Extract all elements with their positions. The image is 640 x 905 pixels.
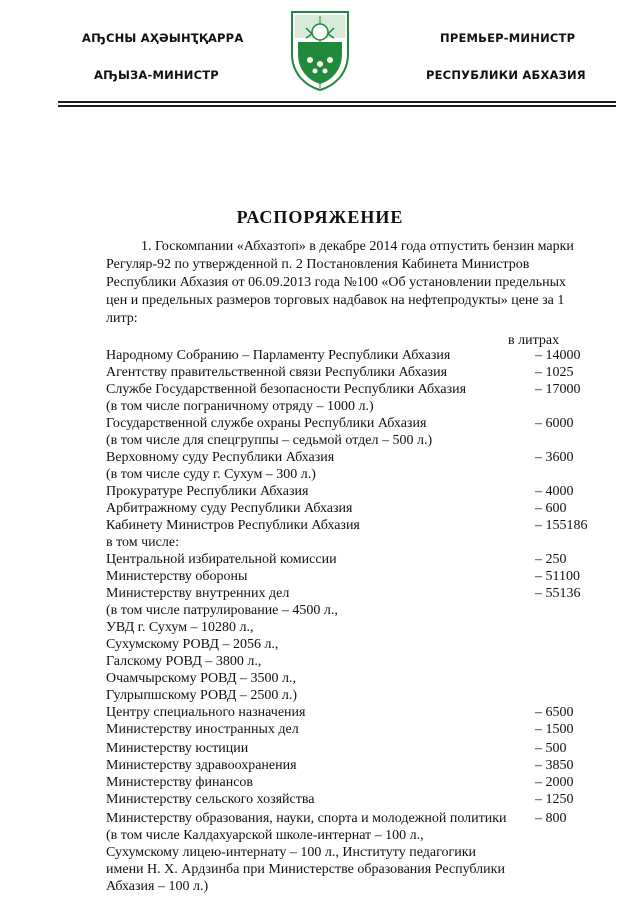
allocation-amount: – 250 — [535, 552, 567, 567]
allocation-row — [106, 827, 606, 844]
allocation-recipient: Министерству здравоохранения — [106, 758, 297, 773]
allocation-recipient: Министерству сельского хозяйства — [106, 792, 315, 807]
allocation-recipient: (в том числе для спецгруппы – седьмой отдел – 500 л.) — [106, 433, 433, 448]
allocation-amount: – 1250 — [535, 792, 574, 807]
allocation-recipient: Очамчырскому РОВД – 3500 л., — [106, 671, 296, 686]
allocation-recipient: Министерству иностранных дел — [106, 722, 299, 737]
allocation-row — [106, 381, 606, 398]
allocation-row — [106, 740, 606, 757]
allocation-row — [106, 704, 606, 721]
paragraph-line: Регуляр-92 по утвержденной п. 2 Постановления Кабинета Министров — [106, 257, 530, 272]
allocation-recipient: Прокуратуре Республики Абхазия — [106, 484, 309, 499]
allocation-amount: – 2000 — [535, 775, 574, 790]
allocation-row — [106, 517, 606, 534]
allocation-row — [106, 432, 606, 449]
allocation-recipient: Арбитражному суду Республики Абхазия — [106, 501, 353, 516]
allocation-row — [106, 449, 606, 466]
header-left-line1: АҦСНЫ АҲӘЫНҬҚАРРА — [82, 31, 244, 45]
allocation-recipient: Кабинету Министров Республики Абхазия — [106, 518, 360, 533]
allocation-amount: – 4000 — [535, 484, 574, 499]
allocation-row — [106, 534, 606, 551]
allocation-row — [106, 398, 606, 415]
allocation-recipient: имени Н. Х. Ардзинба при Министерстве образования Республики — [106, 862, 505, 877]
allocation-row — [106, 466, 606, 483]
allocation-recipient: Центру специального назначения — [106, 705, 306, 720]
allocation-amount: – 51100 — [535, 569, 580, 584]
allocation-recipient: (в том числе Калдахуарской школе-интернат – 100 л., — [106, 828, 424, 843]
allocation-row — [106, 774, 606, 791]
allocation-row — [106, 810, 606, 827]
allocation-recipient: (в том числе суду г. Сухум – 300 л.) — [106, 467, 316, 482]
header-left-line2: АҦЫЗА-МИНИСТР — [94, 68, 219, 82]
allocation-recipient: Галскому РОВД – 3800 л., — [106, 654, 262, 669]
allocation-amount: – 17000 — [535, 382, 581, 397]
allocation-row — [106, 670, 606, 687]
allocation-list — [106, 347, 606, 895]
allocation-amount: – 600 — [535, 501, 567, 516]
allocation-recipient: Сухумскому лицею-интернату – 100 л., Институту педагогики — [106, 845, 476, 860]
allocation-recipient: Министерству юстиции — [106, 741, 249, 756]
allocation-row — [106, 687, 606, 704]
allocation-amount: – 6500 — [535, 705, 574, 720]
allocation-recipient: Гулрыпшскому РОВД – 2500 л.) — [106, 688, 298, 703]
allocation-row — [106, 585, 606, 602]
allocation-row — [106, 500, 606, 517]
allocation-amount: – 3600 — [535, 450, 574, 465]
header-rule-top — [58, 101, 616, 103]
allocation-amount: – 500 — [535, 741, 567, 756]
allocation-row — [106, 619, 606, 636]
intro-paragraph — [106, 238, 604, 328]
allocation-recipient: Министерству обороны — [106, 569, 248, 584]
allocation-amount: – 155186 — [535, 518, 588, 533]
allocation-recipient: Центральной избирательной комиссии — [106, 552, 337, 567]
allocation-row — [106, 602, 606, 619]
allocation-amount: – 1500 — [535, 722, 574, 737]
allocation-recipient: Сухумскому РОВД – 2056 л., — [106, 637, 279, 652]
allocation-recipient: Агентству правительственной связи Республики Абхазия — [106, 365, 448, 380]
allocation-row — [106, 347, 606, 364]
allocation-amount: – 800 — [535, 811, 567, 826]
document-title: РАСПОРЯЖЕНИЕ — [236, 207, 404, 227]
allocation-row — [106, 721, 606, 738]
allocation-row — [106, 861, 606, 878]
paragraph-line: 1. Госкомпании «Абхазтоп» в декабре 2014 года отпустить бензин марки — [141, 239, 574, 254]
allocation-row — [106, 757, 606, 774]
header-rule-bottom — [58, 105, 616, 107]
allocation-recipient: Министерству внутренних дел — [106, 586, 290, 601]
unit-label: в литрах — [508, 333, 560, 348]
paragraph-line: цен и предельных размеров торговых надбавок на нефтепродукты» цене за 1 — [106, 293, 565, 308]
allocation-amount: – 14000 — [535, 348, 581, 363]
allocation-recipient: Верховному суду Республики Абхазия — [106, 450, 335, 465]
allocation-amount: – 1025 — [535, 365, 574, 380]
allocation-recipient: Народному Собранию – Парламенту Республики Абхазия — [106, 348, 451, 363]
allocation-recipient: (в том числе пограничному отряду – 1000 л.) — [106, 399, 374, 414]
allocation-row — [106, 483, 606, 500]
allocation-row — [106, 551, 606, 568]
allocation-amount: – 6000 — [535, 416, 574, 431]
allocation-amount: – 3850 — [535, 758, 574, 773]
coat-of-arms-icon — [288, 8, 352, 92]
allocation-recipient: Абхазия – 100 л.) — [106, 879, 209, 894]
allocation-recipient: в том числе: — [106, 535, 179, 550]
allocation-row — [106, 636, 606, 653]
allocation-row — [106, 653, 606, 670]
paragraph-line: литр: — [106, 311, 138, 326]
allocation-recipient: УВД г. Сухум – 10280 л., — [106, 620, 254, 635]
allocation-row — [106, 844, 606, 861]
allocation-amount: – 55136 — [535, 586, 581, 601]
header-right-line1: ПРЕМЬЕР-МИНИСТР — [440, 31, 576, 45]
paragraph-line: Республики Абхазия от 06.09.2013 года №100 «Об установлении предельных — [106, 275, 567, 290]
allocation-row — [106, 415, 606, 432]
allocation-recipient: Государственной службе охраны Республики Абхазия — [106, 416, 427, 431]
allocation-recipient: Службе Государственной безопасности Республики Абхазия — [106, 382, 467, 397]
header-right-line2: РЕСПУБЛИКИ АБХАЗИЯ — [426, 68, 586, 82]
allocation-recipient: Министерству финансов — [106, 775, 254, 790]
allocation-recipient: Министерству образования, науки, спорта и молодежной политики — [106, 811, 507, 826]
allocation-recipient: (в том числе патрулирование – 4500 л., — [106, 603, 338, 618]
allocation-row — [106, 568, 606, 585]
allocation-row — [106, 364, 606, 381]
allocation-row — [106, 878, 606, 895]
allocation-row — [106, 791, 606, 808]
